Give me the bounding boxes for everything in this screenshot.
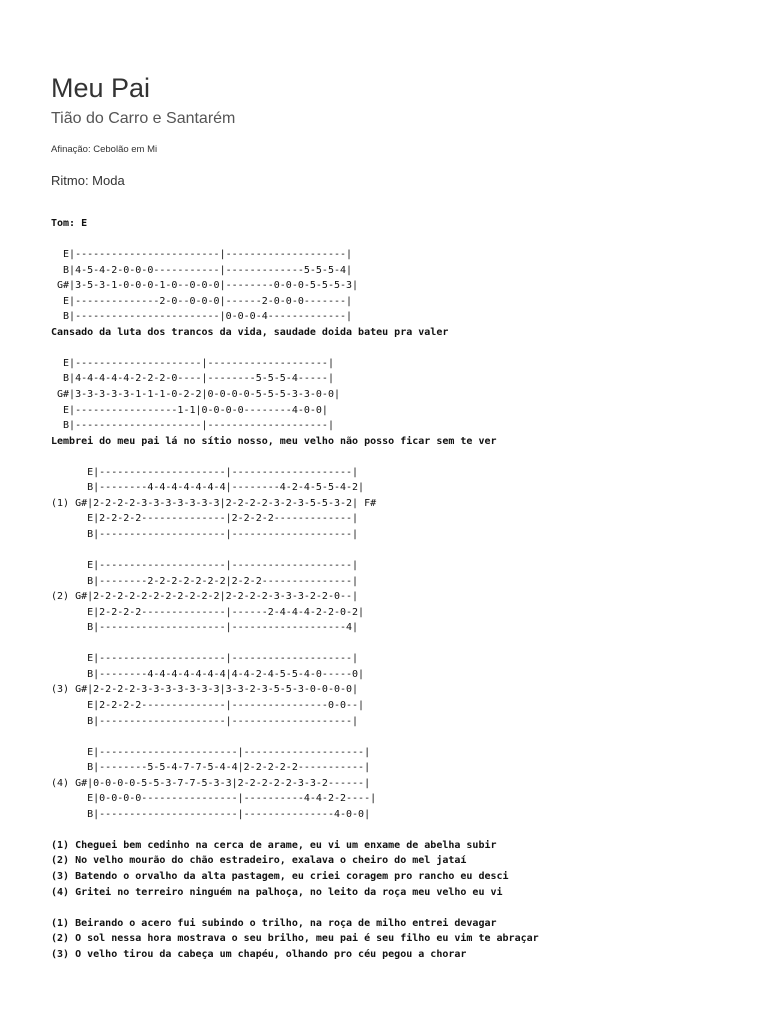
tab-line: B|--------5-5-4-7-7-5-4-4|2-2-2-2-2-----------|: [51, 762, 371, 774]
blank-line: [51, 822, 539, 838]
tab-line: (2) G#|2-2-2-2-2-2-2-2-2-2-2|2-2-2-2-3-3-3-2-2-0--|: [51, 591, 359, 603]
tab-line: E|--------------2-0--0-0-0|------2-0-0-0-------|: [51, 295, 353, 307]
tablature-block: [51, 216, 539, 962]
tab-line: E|2-2-2-2--------------|------2-4-4-4-2-2-0-2|: [51, 606, 365, 618]
song-artist: Tião do Carro e Santarém: [51, 110, 236, 127]
tab-line: Cansado da luta dos trancos da vida, saudade doida bateu pra valer: [51, 326, 449, 338]
tab-line: E|-----------------------|--------------------|: [51, 746, 371, 758]
blank-line: [51, 636, 539, 652]
tab-line: E|2-2-2-2--------------|2-2-2-2-------------|: [51, 513, 359, 525]
tab-line: B|---------------------|--------------------|: [51, 715, 359, 727]
tab-line: B|4-5-4-2-0-0-0-----------|-------------5-5-5-4|: [51, 264, 353, 276]
tab-line: B|--------4-4-4-4-4-4-4|--------4-2-4-5-5-4-2|: [51, 482, 365, 494]
tab-line: Lembrei do meu pai lá no sítio nosso, meu velho não posso ficar sem te ver: [51, 435, 497, 447]
tab-line: G#|3-5-3-1-0-0-0-1-0--0-0-0|--------0-0-0-5-5-5-3|: [51, 280, 359, 292]
tab-line: E|0-0-0-0----------------|----------4-4-2-2----|: [51, 793, 377, 805]
song-rhythm: Ritmo: Moda: [51, 173, 125, 188]
tab-line: (3) O velho tirou da cabeça um chapéu, olhando pro céu pegou a chorar: [51, 948, 467, 960]
tab-line: (2) No velho mourão do chão estradeiro, exalava o cheiro do mel jataí: [51, 855, 467, 867]
tab-line: B|---------------------|-------------------4|: [51, 622, 359, 634]
tab-line: (3) Batendo o orvalho da alta pastagem, eu criei coragem pro rancho eu desci: [51, 870, 509, 882]
tab-line: Tom: E: [51, 218, 88, 229]
tab-line: B|---------------------|--------------------|: [51, 420, 334, 432]
blank-line: [51, 449, 539, 465]
tab-line: B|--------4-4-4-4-4-4-4|4-4-2-4-5-5-4-0-----0|: [51, 668, 365, 680]
tab-line: (1) Cheguei bem cedinho na cerca de arame, eu vi um enxame de abelha subir: [51, 839, 497, 851]
tab-line: (1) Beirando o acero fui subindo o trilho, na roça de milho entrei devagar: [51, 917, 497, 929]
tab-line: B|-----------------------|---------------4-0-0|: [51, 808, 371, 820]
tab-line: (3) G#|2-2-2-2-3-3-3-3-3-3-3|3-3-2-3-5-5-3-0-0-0-0|: [51, 684, 359, 696]
song-title: Meu Pai: [51, 73, 151, 103]
tab-line: B|---------------------|--------------------|: [51, 528, 359, 540]
blank-line: [51, 340, 539, 356]
song-tuning: Afinação: Cebolão em Mi: [51, 144, 158, 155]
tab-line: E|------------------------|--------------------|: [51, 249, 353, 261]
tab-line: E|---------------------|--------------------|: [51, 357, 334, 369]
tab-line: G#|3-3-3-3-3-1-1-1-0-2-2|0-0-0-0-5-5-5-3-3-0-0|: [51, 389, 340, 401]
tab-line: B|4-4-4-4-4-2-2-2-0----|--------5-5-5-4-----|: [51, 373, 334, 385]
tab-line: (2) O sol nessa hora mostrava o seu brilho, meu pai é seu filho eu vim te abraçar: [51, 933, 539, 945]
blank-line: [51, 729, 539, 745]
tab-line: E|-----------------1-1|0-0-0-0--------4-0-0|: [51, 404, 328, 416]
tab-line: E|---------------------|--------------------|: [51, 560, 359, 572]
tab-line: E|---------------------|--------------------|: [51, 466, 359, 478]
blank-line: [51, 232, 539, 248]
tab-line: B|--------2-2-2-2-2-2-2|2-2-2---------------|: [51, 575, 359, 587]
tab-line: E|---------------------|--------------------|: [51, 653, 359, 665]
tab-line: (4) Gritei no terreiro ninguém na palhoça, no leito da roça meu velho eu vi: [51, 886, 503, 898]
blank-line: [51, 900, 539, 916]
tab-line: E|2-2-2-2--------------|----------------0-0--|: [51, 699, 365, 711]
tab-line: B|------------------------|0-0-0-4-------------|: [51, 311, 353, 323]
tab-line: (4) G#|0-0-0-0-5-5-3-7-7-5-3-3|2-2-2-2-2-3-3-2------|: [51, 777, 371, 789]
blank-line: [51, 542, 539, 558]
tab-line: (1) G#|2-2-2-2-3-3-3-3-3-3-3|2-2-2-2-3-2-3-5-5-3-2| F#: [51, 497, 377, 509]
